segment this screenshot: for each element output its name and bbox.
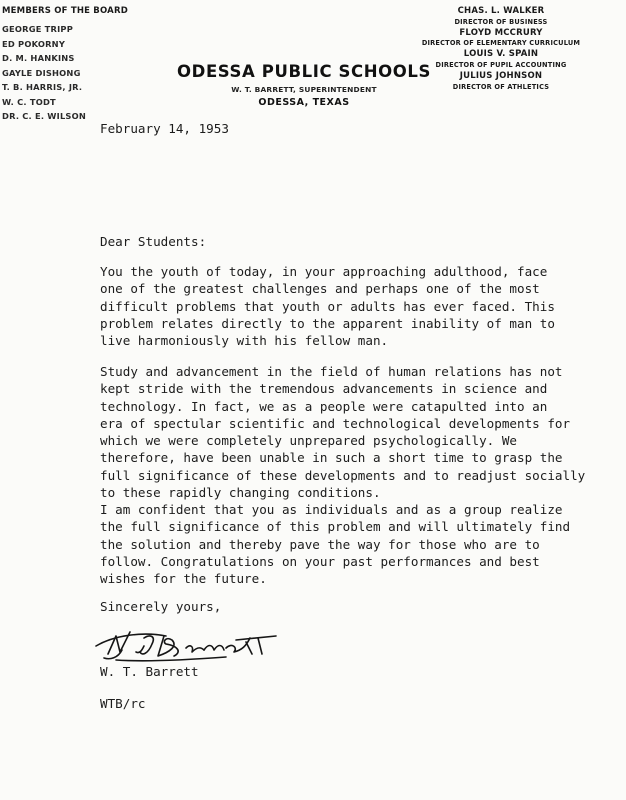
staff-name: FLOYD MCCRURY bbox=[459, 27, 543, 38]
staff-title: DIRECTOR OF ATHLETICS bbox=[452, 82, 550, 91]
letter-date: February 14, 1953 bbox=[100, 121, 229, 136]
staff-name: CHAS. L. WALKER bbox=[457, 6, 545, 16]
paragraph-line: You the youth of today, in your approaching adulthood, face bbox=[100, 264, 548, 279]
paragraph-line: wishes for the future. bbox=[100, 571, 267, 587]
paragraph-line: therefore, have been unable in such a short time to grasp the bbox=[100, 450, 563, 466]
staff-title: DIRECTOR OF ELEMENTARY CURRICULUM bbox=[421, 39, 581, 48]
paragraph-line: kept stride with the tremendous advancements in science and bbox=[100, 381, 548, 397]
salutation: Dear Students: bbox=[100, 234, 207, 249]
paragraph-line: difficult problems that youth or adults has ever faced. This bbox=[100, 298, 555, 314]
paragraph-line: the full significance of this problem and will ultimately find bbox=[100, 519, 571, 535]
staff-title: DIRECTOR OF PUPIL ACCOUNTING bbox=[435, 60, 567, 69]
paragraph-line: live harmoniously with his fellow man. bbox=[100, 333, 389, 349]
paragraph-line: Study and advancement in the field of human relations has not bbox=[100, 364, 563, 379]
staff-name: JULIUS JOHNSON bbox=[459, 70, 543, 81]
signer-name: W. T. Barrett bbox=[100, 664, 199, 679]
body-paragraph bbox=[100, 363, 585, 501]
paragraph-line: the solution and thereby pave the way for those who are to bbox=[100, 536, 540, 552]
board-member: GEORGE TRIPP bbox=[2, 24, 73, 34]
paragraph-line: technology. In fact, we as a people were catapulted into an bbox=[100, 398, 548, 414]
board-member: ED POKORNY bbox=[2, 38, 66, 49]
paragraph-line: follow. Congratulations on your past performances and best bbox=[100, 553, 540, 569]
board-member: W. C. TODT bbox=[2, 96, 56, 107]
staff-directory bbox=[401, 6, 601, 92]
staff-title: DIRECTOR OF BUSINESS bbox=[454, 17, 548, 26]
board-member: T. B. HARRIS, JR. bbox=[2, 82, 83, 92]
reference-initials: WTB/rc bbox=[100, 696, 146, 711]
body-paragraph bbox=[100, 263, 555, 349]
closing: Sincerely yours, bbox=[100, 599, 222, 614]
handwritten-signature bbox=[86, 624, 286, 666]
paragraph-line: I am confident that you as individuals and as a group realize bbox=[100, 502, 563, 517]
paragraph-line: to these rapidly changing conditions. bbox=[100, 485, 381, 501]
board-member: GAYLE DISHONG bbox=[2, 67, 81, 78]
board-members-list bbox=[2, 22, 86, 124]
board-member: DR. C. E. WILSON bbox=[2, 111, 87, 121]
superintendent-line: W. T. BARRETT, SUPERINTENDENT bbox=[231, 85, 377, 94]
body-paragraph bbox=[100, 501, 570, 587]
paragraph-line: problem relates directly to the apparent inability of man to bbox=[100, 315, 555, 331]
board-heading: MEMBERS OF THE BOARD bbox=[2, 6, 128, 16]
paragraph-line: one of the greatest challenges and perhaps one of the most bbox=[100, 281, 540, 297]
paragraph-line: era of spectular scientific and technological developments for bbox=[100, 415, 571, 431]
staff-name: LOUIS V. SPAIN bbox=[463, 49, 539, 60]
paragraph-line: which we were completely unprepared psychologically. We bbox=[100, 433, 518, 449]
school-name: ODESSA PUBLIC SCHOOLS bbox=[177, 62, 431, 81]
city-line: ODESSA, TEXAS bbox=[258, 97, 350, 108]
paragraph-line: full significance of these developments and to readjust socially bbox=[100, 467, 586, 483]
board-member: D. M. HANKINS bbox=[2, 53, 75, 63]
